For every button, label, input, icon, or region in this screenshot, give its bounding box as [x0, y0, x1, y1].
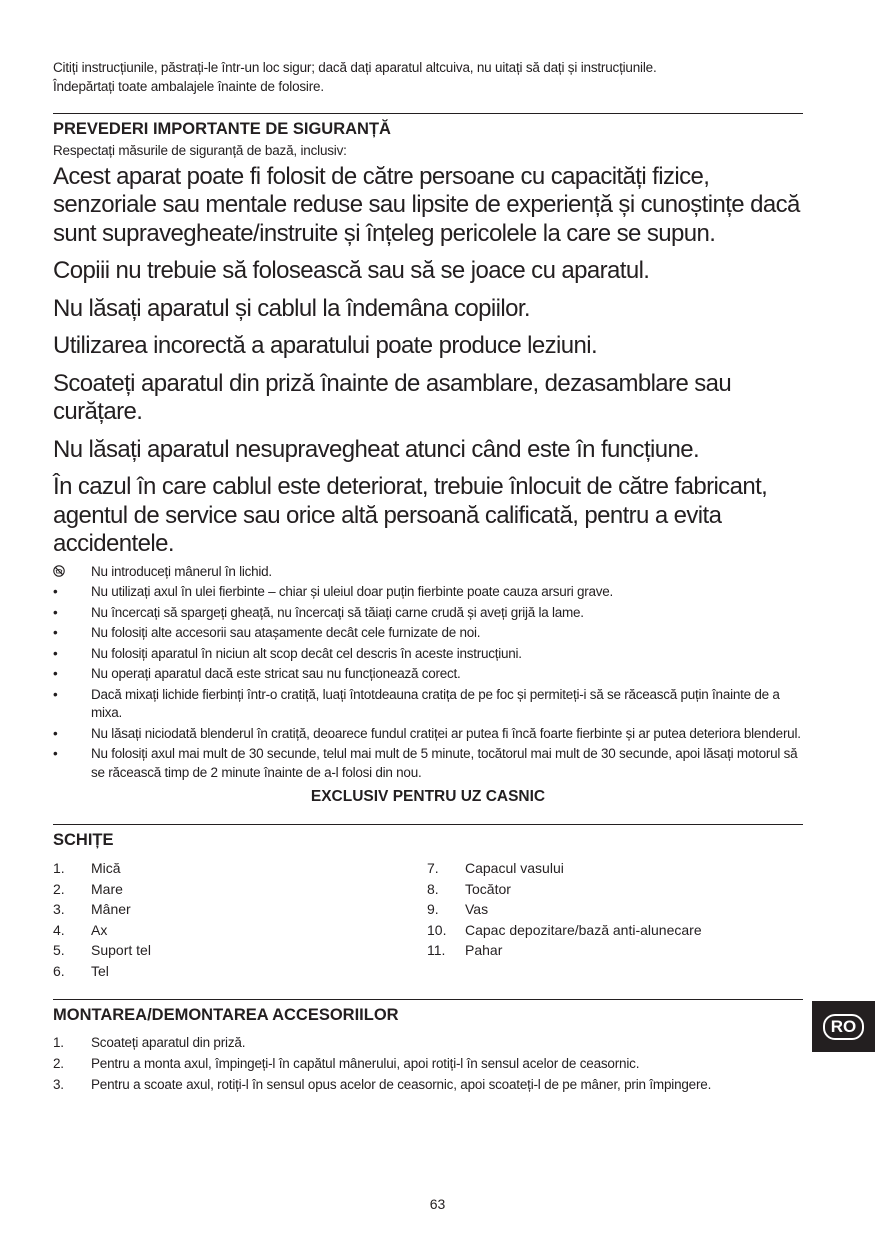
- part-number: 9.: [427, 901, 439, 917]
- part-item: [427, 858, 702, 879]
- list-item-warning: [53, 563, 803, 582]
- big-list-item: Utilizarea incorectă a aparatului poate produce leziuni.: [53, 332, 598, 359]
- part-item: [53, 920, 427, 941]
- bullet-dot: •: [53, 746, 58, 761]
- part-item: [53, 858, 427, 879]
- big-list-item: Acest aparat poate fi folosit de către persoane cu capacități fizice, senzoriale sau mentale reduse sau lipsite de experiență și cunoștințe dacă sunt supravegheate/instruite și înțeleg pericolele la care se supun.: [53, 162, 800, 247]
- part-item: [53, 899, 427, 920]
- safety-subtitle: Respectați măsurile de siguranță de bază, inclusiv:: [53, 143, 347, 158]
- part-item: [427, 899, 702, 920]
- part-number: 2.: [53, 880, 65, 897]
- part-number: 10.: [427, 921, 447, 938]
- list-item: [53, 725, 803, 744]
- section-divider: [53, 999, 803, 1000]
- part-label: Mâner: [91, 901, 131, 917]
- part-item: [53, 961, 427, 982]
- step-number: 2.: [53, 1056, 64, 1071]
- list-item: [53, 645, 803, 664]
- part-label: Mică: [91, 860, 121, 876]
- household-use-notice: EXCLUSIV PENTRU UZ CASNIC: [310, 788, 546, 805]
- step-text: Pentru a scoate axul, rotiți-l în sensul opus acelor de ceasornic, apoi scoateți-l de pe mâner, prin împingere.: [91, 1077, 712, 1092]
- step-number: 1.: [53, 1035, 64, 1050]
- part-number: 7.: [427, 860, 439, 876]
- part-label: Vas: [465, 901, 489, 917]
- big-list-item: Nu lăsați aparatul și cablul la îndemâna copiilor.: [53, 294, 530, 322]
- part-number: 4.: [53, 921, 65, 938]
- section-divider: [53, 113, 803, 114]
- bullet-text: Nu operați aparatul dacă este stricat sau nu funcționează corect.: [91, 666, 461, 681]
- page-content: [53, 58, 803, 1096]
- part-label: Tel: [91, 962, 109, 979]
- language-tab: [812, 1001, 875, 1052]
- parts-column-left: [53, 858, 427, 981]
- bullet-text: Dacă mixați lichide fierbinți într-o cratiță, luați întotdeauna cratița de pe foc și permiteți-i să se răcească puțin înainte de a mixa.: [91, 686, 780, 720]
- big-list-item: Scoateți aparatul din priză înainte de asamblare, dezasamblare sau curățare.: [53, 369, 732, 425]
- assembly-section-title: MONTAREA/DEMONTAREA ACCESORIILOR: [53, 1006, 399, 1024]
- bullet-text: Nu folosiți axul mai mult de 30 secunde, telul mai mult de 5 minute, tocătorul mai mult de 30 secunde, apoi lăsați motorul să se răcească timp de 2 minute înainte de a-l folosi din nou.: [91, 746, 798, 780]
- sketches-section-title: SCHIȚE: [53, 831, 114, 849]
- list-item: [53, 604, 803, 623]
- bullet-text: Nu folosiți alte accesorii sau atașamente decât cele furnizate de noi.: [91, 625, 481, 640]
- part-label: Capac depozitare/bază anti-alunecare: [465, 921, 702, 938]
- bullet-dot: •: [53, 625, 58, 640]
- part-label: Mare: [91, 880, 123, 897]
- part-number: 11.: [427, 942, 446, 958]
- bullet-dot: •: [53, 645, 58, 661]
- part-number: 1.: [53, 860, 65, 876]
- step-item: [53, 1054, 803, 1073]
- language-code: RO: [823, 1014, 865, 1040]
- part-item: [53, 940, 427, 961]
- part-item: [53, 879, 427, 900]
- big-list-item: Copiii nu trebuie să folosească sau să se joace cu aparatul.: [53, 257, 650, 284]
- parts-column-right: [427, 858, 702, 981]
- assembly-steps: [53, 1033, 803, 1094]
- bullet-text: Nu utilizați axul în ulei fierbinte – chiar și uleiul doar puțin fierbinte poate cauza arsuri grave.: [91, 584, 614, 599]
- bullet-dot: •: [53, 604, 58, 620]
- safety-section-title: PREVEDERI IMPORTANTE DE SIGURANȚĂ: [53, 120, 391, 138]
- section-divider: [53, 824, 803, 825]
- step-item: [53, 1033, 803, 1052]
- part-label: Capacul vasului: [465, 860, 564, 876]
- intro-line-1: Citiți instrucțiunile, păstrați-le într-un loc sigur; dacă dați aparatul altcuiva, nu uitați să dați și instrucțiunile.: [53, 60, 657, 75]
- part-label: Pahar: [465, 942, 503, 958]
- part-item: [427, 920, 702, 941]
- list-item: [53, 686, 803, 723]
- bullet-dot: •: [53, 686, 58, 702]
- part-item: [427, 940, 702, 961]
- bullet-text: Nu încercați să spargeți gheață, nu încercați să tăiați carne crudă și aveți grijă la lame.: [91, 604, 584, 620]
- safety-big-list: [53, 163, 803, 559]
- bullet-text: Nu folosiți aparatul în niciun alt scop decât cel descris în aceste instrucțiuni.: [91, 645, 522, 661]
- part-label: Suport tel: [91, 942, 151, 958]
- bullet-text: Nu lăsați niciodată blenderul în cratiță, deoarece fundul cratiței ar putea fi încă foarte fierbinte și ar putea deteriora blenderul.: [91, 725, 801, 741]
- list-item: [53, 583, 803, 602]
- bullet-dot: •: [53, 666, 58, 681]
- step-number: 3.: [53, 1077, 64, 1092]
- step-item: [53, 1075, 803, 1094]
- safety-bullet-list: [53, 563, 803, 783]
- big-list-item: În cazul în care cablul este deteriorat, trebuie înlocuit de către fabricant, agentul de service sau orice altă persoană calificată, pentru a evita accidentele.: [53, 473, 768, 557]
- warning-text: Nu introduceți mânerul în lichid.: [91, 563, 272, 579]
- no-immersion-icon: [53, 565, 65, 577]
- part-number: 3.: [53, 901, 65, 917]
- part-number: 5.: [53, 942, 65, 958]
- part-item: [427, 879, 702, 900]
- list-item: [53, 745, 803, 782]
- parts-list: [53, 858, 803, 981]
- step-text: Pentru a monta axul, împingeți-l în capătul mânerului, apoi rotiți-l în sensul acelor de ceasornic.: [91, 1056, 640, 1071]
- big-list-item: Nu lăsați aparatul nesupravegheat atunci când este în funcțiune.: [53, 435, 700, 463]
- step-text: Scoateți aparatul din priză.: [91, 1035, 246, 1050]
- list-item: [53, 624, 803, 643]
- page-number: 63: [429, 1196, 446, 1212]
- intro-line-2: Îndepărtați toate ambalajele înainte de folosire.: [53, 79, 324, 94]
- bullet-dot: •: [53, 584, 58, 599]
- part-number: 8.: [427, 880, 439, 897]
- list-item: [53, 665, 803, 684]
- part-number: 6.: [53, 962, 65, 979]
- part-label: Tocător: [465, 880, 511, 897]
- part-label: Ax: [91, 921, 108, 938]
- bullet-dot: •: [53, 725, 58, 741]
